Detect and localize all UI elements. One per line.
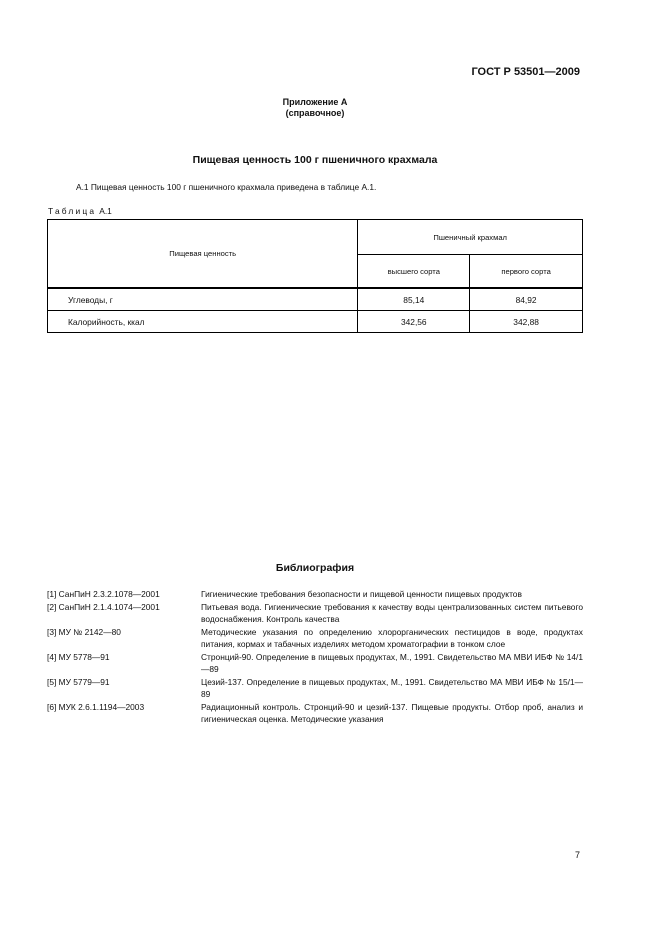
annex-subtitle: (справочное) [285,108,345,118]
bibliography-title: Библиография [275,562,355,574]
row-label: Углеводы, г [48,288,358,311]
bibliography-text: Методические указания по определению хлорорганических пестицидов в воде, продуктах питания, кормах и табачных изделиях методом хроматографии в тонком слое [201,627,583,649]
bibliography-text: Радиационный контроль. Стронций-90 и цезий-137. Пищевые продукты. Отбор проб, анализ и гигиеническая оценка. Методические указания [201,702,583,724]
section-title: Пищевая ценность 100 г пшеничного крахмала [192,154,438,166]
bibliography-item [47,626,583,650]
bibliography-text: Питьевая вода. Гигиенические требования к качеству воды централизованных систем питьевого водоснабжения. Контроль качества [201,602,583,624]
bibliography-text: Стронций-90. Определение в пищевых продуктах, М., 1991. Свидетельство МА МВИ ИБФ № 14/1—89 [201,652,583,674]
bibliography-item [47,651,583,675]
bibliography-ref: [6] МУК 2.6.1.1194—2003 [47,702,145,712]
table-row [48,288,583,311]
table-caption-word: Таблица [48,206,97,216]
cell-premium: 85,14 [358,288,470,311]
header-first-grade: первого сорта [470,255,583,289]
bibliography-ref: [2] СанПиН 2.1.4.1074—2001 [47,602,160,612]
header-nutritional-value: Пищевая ценность [48,220,358,289]
nutrition-table [47,219,583,333]
table-header-row [48,220,583,255]
section-intro: А.1 Пищевая ценность 100 г пшеничного крахмала приведена в таблице А.1. [76,182,377,192]
header-wheat-starch: Пшеничный крахмал [358,220,583,255]
bibliography-item [47,601,583,625]
annex-heading [0,97,630,119]
bibliography-ref: [3] МУ № 2142—80 [47,627,121,637]
bibliography-ref: [1] СанПиН 2.3.2.1078—2001 [47,589,160,599]
cell-first: 84,92 [470,288,583,311]
bibliography-ref: [5] МУ 5779—91 [47,677,110,687]
bibliography-item [47,676,583,700]
bibliography-item [47,701,583,725]
header-premium-grade: высшего сорта [358,255,470,289]
table-caption-number: А.1 [99,206,112,216]
page-number: 7 [575,850,581,860]
bibliography-text: Цезий-137. Определение в пищевых продуктах, М., 1991. Свидетельство МА МВИ ИБФ № 15/1—89 [201,677,583,699]
cell-first: 342,88 [470,311,583,333]
bibliography-text: Гигиенические требования безопасности и пищевой ценности пищевых продуктов [201,589,522,599]
table-row [48,311,583,333]
table-caption [48,206,112,216]
row-label: Калорийность, ккал [48,311,358,333]
cell-premium: 342,56 [358,311,470,333]
bibliography-item [47,588,583,600]
bibliography-ref: [4] МУ 5778—91 [47,652,110,662]
bibliography-list [47,588,583,726]
document-code: ГОСТ Р 53501—2009 [471,66,580,78]
annex-title: Приложение А [282,97,348,107]
